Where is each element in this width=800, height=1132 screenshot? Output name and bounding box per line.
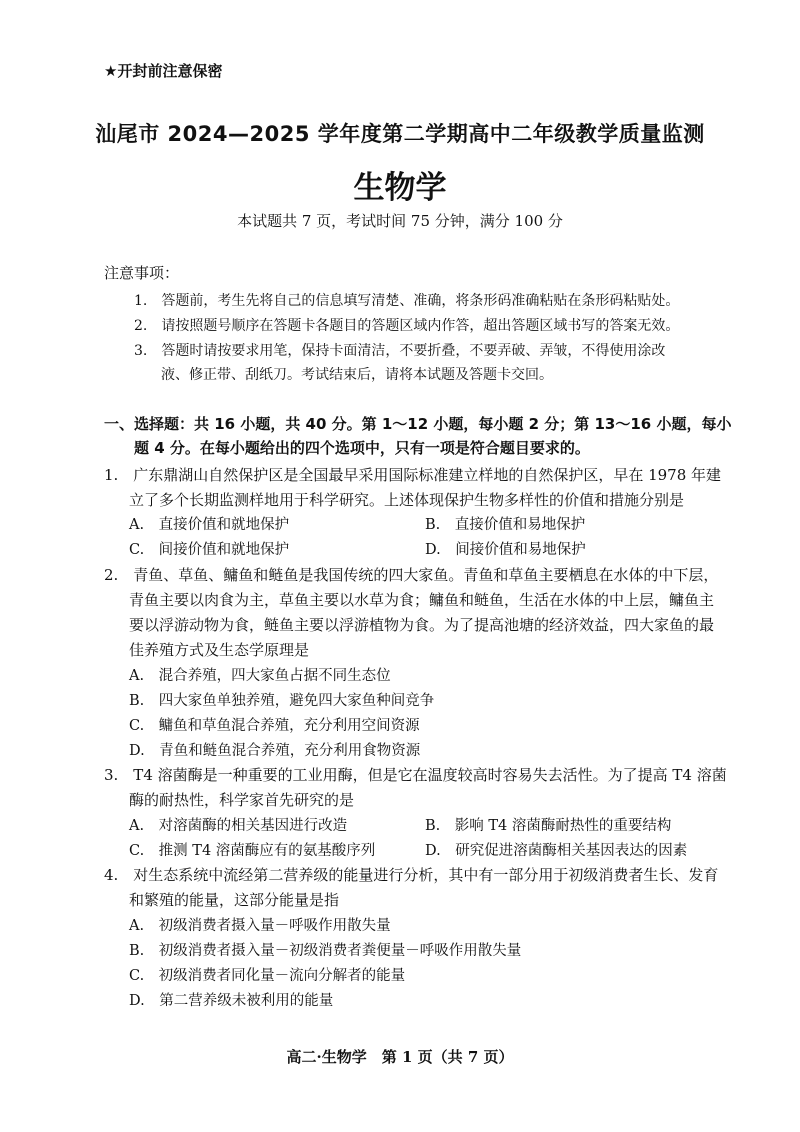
question-1-stem: 立了多个长期监测样地用于科学研究。上述体现保护生物多样性的价值和措施分别是 xyxy=(129,491,685,509)
question-3-option-c: C. 推测 T4 溶菌酶应有的氨基酸序列 xyxy=(129,843,376,859)
question-4-option-a: A. 初级消费者摄入量－呼吸作用散失量 xyxy=(129,918,391,934)
question-4-option-c: C. 初级消费者同化量－流向分解者的能量 xyxy=(129,968,406,984)
exam-info: 本试题共 7 页，考试时间 75 分钟，满分 100 分 xyxy=(237,212,563,230)
notice-item: 3. 答题时请按要求用笔，保持卡面清洁，不要折叠，不要弄破、弄皱，不得使用涂改 xyxy=(134,343,666,359)
question-1-option-b: B. 直接价值和易地保护 xyxy=(425,517,586,533)
section-header: 题 4 分。在每小题给出的四个选项中，只有一项是符合题目要求的。 xyxy=(134,439,590,457)
exam-title: 汕尾市 2024—2025 学年度第二学期高中二年级教学质量监测 xyxy=(95,122,705,146)
question-4-option-d: D. 第二营养级未被利用的能量 xyxy=(129,993,334,1009)
question-1-stem: 1. 广东鼎湖山自然保护区是全国最早采用国际标准建立样地的自然保护区，早在 1978 年建 xyxy=(104,466,722,484)
notice-heading: 注意事项： xyxy=(104,264,180,282)
question-4-stem: 4. 对生态系统中流经第二营养级的能量进行分析，其中有一部分用于初级消费者生长、发育 xyxy=(104,866,719,884)
question-3-stem: 3. T4 溶菌酶是一种重要的工业用酶，但是它在温度较高时容易失去活性。为了提高 T4 溶菌 xyxy=(104,766,727,784)
question-1-option-c: C. 间接价值和就地保护 xyxy=(129,542,290,558)
question-3-option-a: A. 对溶菌酶的相关基因进行改造 xyxy=(129,818,348,834)
notice-item: 液、修正带、刮纸刀。考试结束后，请将本试题及答题卡交回。 xyxy=(161,367,553,383)
subject-title: 生物学 xyxy=(353,170,447,206)
question-4-stem: 和繁殖的能量，这部分能量是指 xyxy=(129,891,340,909)
page-footer: 高二·生物学 第 1 页（共 7 页） xyxy=(286,1048,514,1066)
question-2-stem: 2. 青鱼、草鱼、鳙鱼和鲢鱼是我国传统的四大家鱼。青鱼和草鱼主要栖息在水体的中下层， xyxy=(104,566,719,584)
question-3-option-d: D. 研究促进溶菌酶相关基因表达的因素 xyxy=(425,843,688,859)
question-1-option-d: D. 间接价值和易地保护 xyxy=(425,542,586,558)
notice-item: 2. 请按照题号顺序在答题卡各题目的答题区域内作答，超出答题区域书写的答案无效。 xyxy=(134,318,680,334)
question-2-option-d: D. 青鱼和鲢鱼混合养殖，充分利用食物资源 xyxy=(129,743,421,759)
question-1-option-a: A. 直接价值和就地保护 xyxy=(129,517,290,533)
notice-item: 1. 答题前，考生先将自己的信息填写清楚、准确，将条形码准确粘贴在条形码粘贴处。 xyxy=(134,293,680,309)
question-2-option-c: C. 鳙鱼和草鱼混合养殖，充分利用空间资源 xyxy=(129,718,420,734)
question-2-stem: 青鱼主要以肉食为主，草鱼主要以水草为食；鳙鱼和鲢鱼，生活在水体的中上层，鳙鱼主 xyxy=(129,591,715,609)
question-2-option-b: B. 四大家鱼单独养殖，避免四大家鱼种间竞争 xyxy=(129,693,435,709)
question-3-stem: 酶的耐热性，科学家首先研究的是 xyxy=(129,791,355,809)
confidential-notice: ★开封前注意保密 xyxy=(104,62,223,80)
question-4-option-b: B. 初级消费者摄入量－初级消费者粪便量－呼吸作用散失量 xyxy=(129,943,522,959)
question-2-option-a: A. 混合养殖，四大家鱼占据不同生态位 xyxy=(129,668,391,684)
question-3-option-b: B. 影响 T4 溶菌酶耐热性的重要结构 xyxy=(425,818,672,834)
question-2-stem: 要以浮游动物为食，鲢鱼主要以浮游植物为食。为了提高池塘的经济效益，四大家鱼的最 xyxy=(129,616,715,634)
section-header: 一、选择题：共 16 小题，共 40 分。第 1～12 小题，每小题 2 分；第 13～16 小题，每小 xyxy=(104,415,732,433)
question-2-stem: 佳养殖方式及生态学原理是 xyxy=(129,641,310,659)
